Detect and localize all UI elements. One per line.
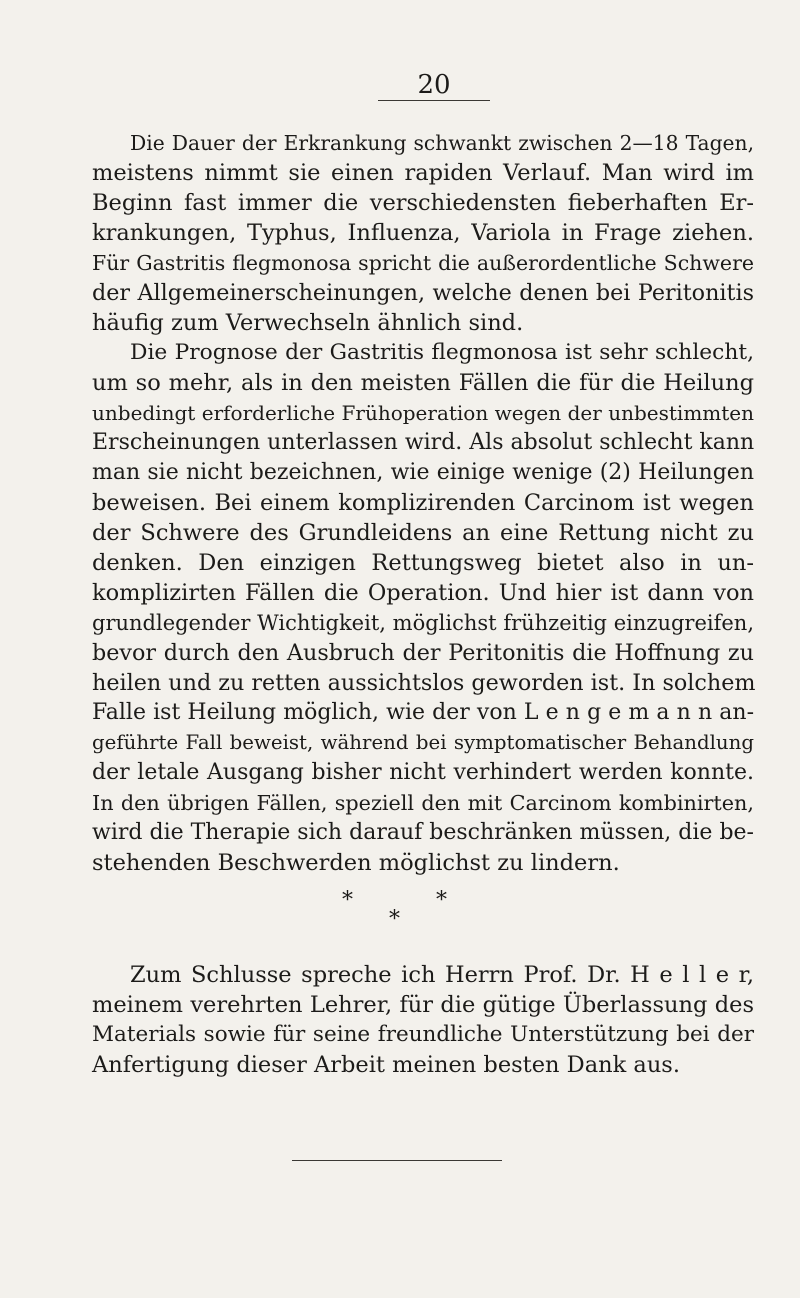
text-line: Anfertigung dieser Arbeit meinen besten Dank aus. [92,1052,681,1078]
text-line: unbedingt erforderliche Frühoperation wegen der unbestimmten [92,401,754,425]
text-line: meistens nimmt sie einen rapiden Verlauf. Man wird im [92,160,754,186]
page-number-rule [378,100,490,101]
text-line: der Allgemeinerscheinungen, welche denen bei Peritonitis [92,280,754,306]
text-line: krankungen, Typhus, Influenza, Variola in Frage ziehen. [92,220,754,246]
text-line: grundlegender Wichtigkeit, möglichst frühzeitig einzugreifen, [92,611,754,635]
text-line: Die Dauer der Erkrankung schwankt zwischen 2—18 Tagen, [130,131,754,155]
text-line: Materials sowie für seine freundliche Unterstützung bei der [92,1022,754,1047]
text-line: Die Prognose der Gastritis flegmonosa ist sehr schlecht, [130,340,754,365]
text-line: der Schwere des Grundleidens an eine Rettung nicht zu [92,520,754,546]
text-line: wird die Therapie sich darauf beschränken müssen, die be- [92,820,754,845]
text-line: man sie nicht bezeichnen, wie einige wenige (2) Heilungen [92,460,754,485]
text-line: der letale Ausgang bisher nicht verhindert werden konnte. [92,760,754,785]
text-line: meinem verehrten Lehrer, für die gütige Überlassung des [92,992,754,1018]
text-line: denken. Den einzigen Rettungsweg bietet also in un- [92,550,754,576]
text-line: komplizirten Fällen die Operation. Und hier ist dann von [92,580,754,606]
text-line: Erscheinungen unterlassen wird. Als absolut schlecht kann [92,430,755,455]
text-line: stehenden Beschwerden möglichst zu lindern. [92,850,620,876]
text-line: häufig zum Verwechseln ähnlich sind. [92,310,524,336]
text-line: beweisen. Bei einem komplizirenden Carcinom ist wegen [92,490,754,516]
asterisk: * [389,907,400,932]
text-line: Beginn fast immer die verschiedensten fieberhaften Er- [92,190,754,216]
asterisk: * [436,888,447,913]
text-line: geführte Fall beweist, während bei symptomatischer Behandlung [92,731,754,754]
asterisk: * [342,888,353,913]
text-line: heilen und zu retten aussichtslos geworden ist. In solchem [92,670,756,696]
page-number: 20 [417,70,451,100]
text-line: In den übrigen Fällen, speziell den mit Carcinom kombinirten, [92,791,754,815]
text-line: Für Gastritis flegmonosa spricht die außerordentliche Schwere [92,251,754,275]
text-line: Falle ist Heilung möglich, wie der von L e n g e m a n n an- [92,700,754,725]
end-rule [292,1160,502,1161]
text-line: um so mehr, als in den meisten Fällen die für die Heilung [92,370,754,396]
text-line: bevor durch den Ausbruch der Peritonitis die Hoffnung zu [92,640,754,666]
text-line: Zum Schlusse spreche ich Herrn Prof. Dr. H e l l e r, [130,962,754,988]
